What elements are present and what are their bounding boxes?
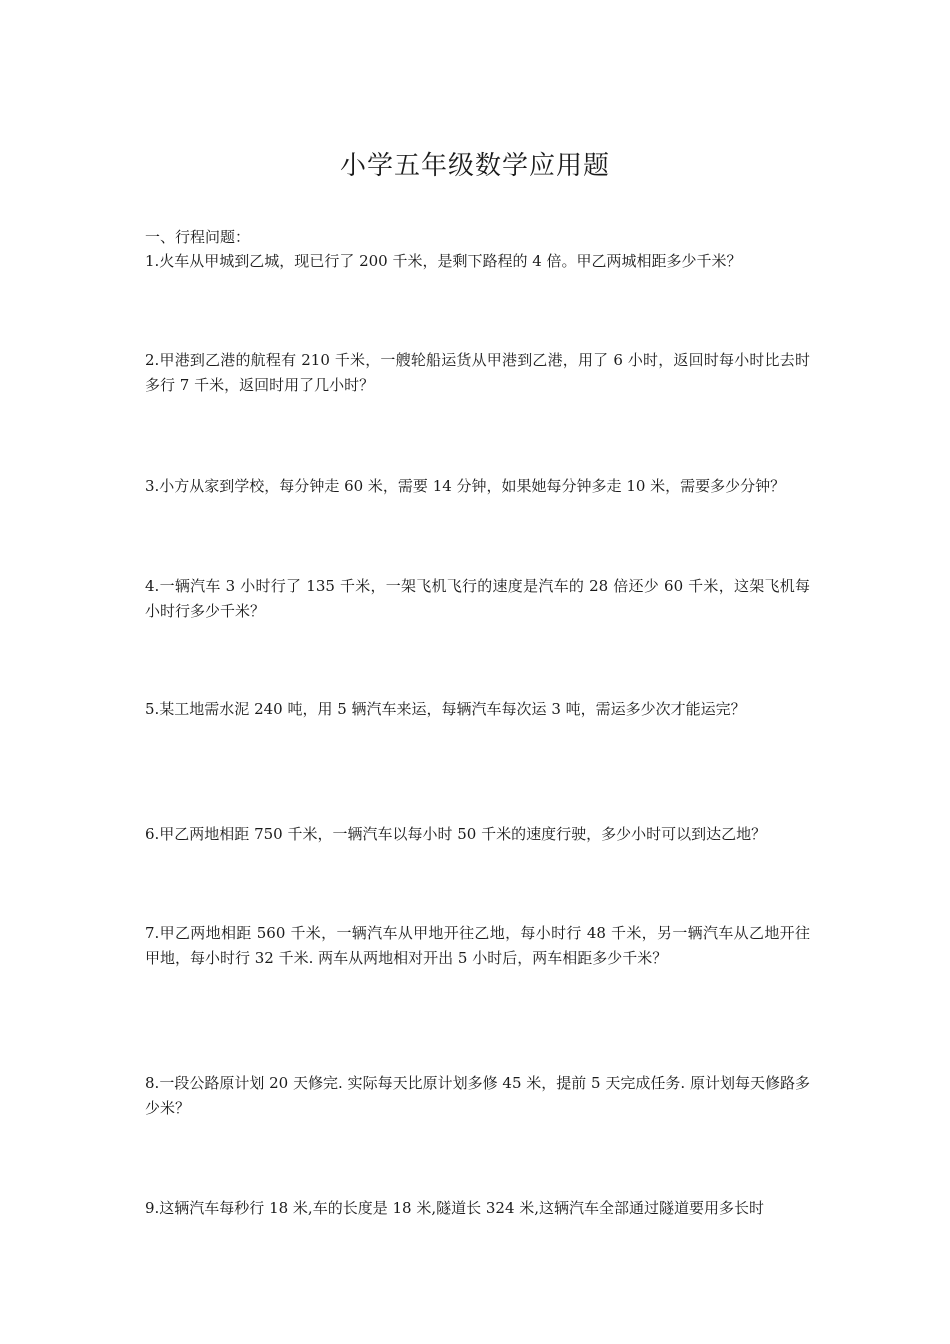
question-2: 2.甲港到乙港的航程有 210 千米，一艘轮船运货从甲港到乙港，用了 6 小时，返回时每小时比去时多行 7 千米，返回时用了几小时？ (145, 351, 810, 394)
question-6: 6.甲乙两地相距 750 千米，一辆汽车以每小时 50 千米的速度行驶，多少小时可以到达乙地？ (145, 825, 767, 843)
question-5: 5.某工地需水泥 240 吨，用 5 辆汽车来运，每辆汽车每次运 3 吨，需运多少次才能运完？ (145, 700, 746, 718)
question-9: 9.这辆汽车每秒行 18 米,车的长度是 18 米,隧道长 324 米,这辆汽车全部通过隧道要用多长时 (145, 1199, 765, 1217)
document-title: 小学五年级数学应用题 (339, 151, 610, 182)
question-8: 8.一段公路原计划 20 天修完. 实际每天比原计划多修 45 米，提前 5 天完成任务. 原计划每天修路多少米？ (145, 1074, 810, 1117)
question-7: 7.甲乙两地相距 560 千米，一辆汽车从甲地开往乙地，每小时行 48 千米，另一辆汽车从乙地开往甲地，每小时行 32 千米. 两车从两地相对开出 5 小时后，两车相距多少千米？ (145, 924, 810, 967)
question-4: 4.一辆汽车 3 小时行了 135 千米，一架飞机飞行的速度是汽车的 28 倍还少 60 千米，这架飞机每小时行多少千米？ (145, 577, 810, 620)
section-heading: 一、行程问题： (145, 228, 251, 246)
question-1: 1.火车从甲城到乙城，现已行了 200 千米，是剩下路程的 4 倍。甲乙两城相距多少千米？ (145, 252, 742, 270)
question-3: 3.小方从家到学校，每分钟走 60 米，需要 14 分钟，如果她每分钟多走 10 米，需要多少分钟？ (145, 477, 786, 495)
